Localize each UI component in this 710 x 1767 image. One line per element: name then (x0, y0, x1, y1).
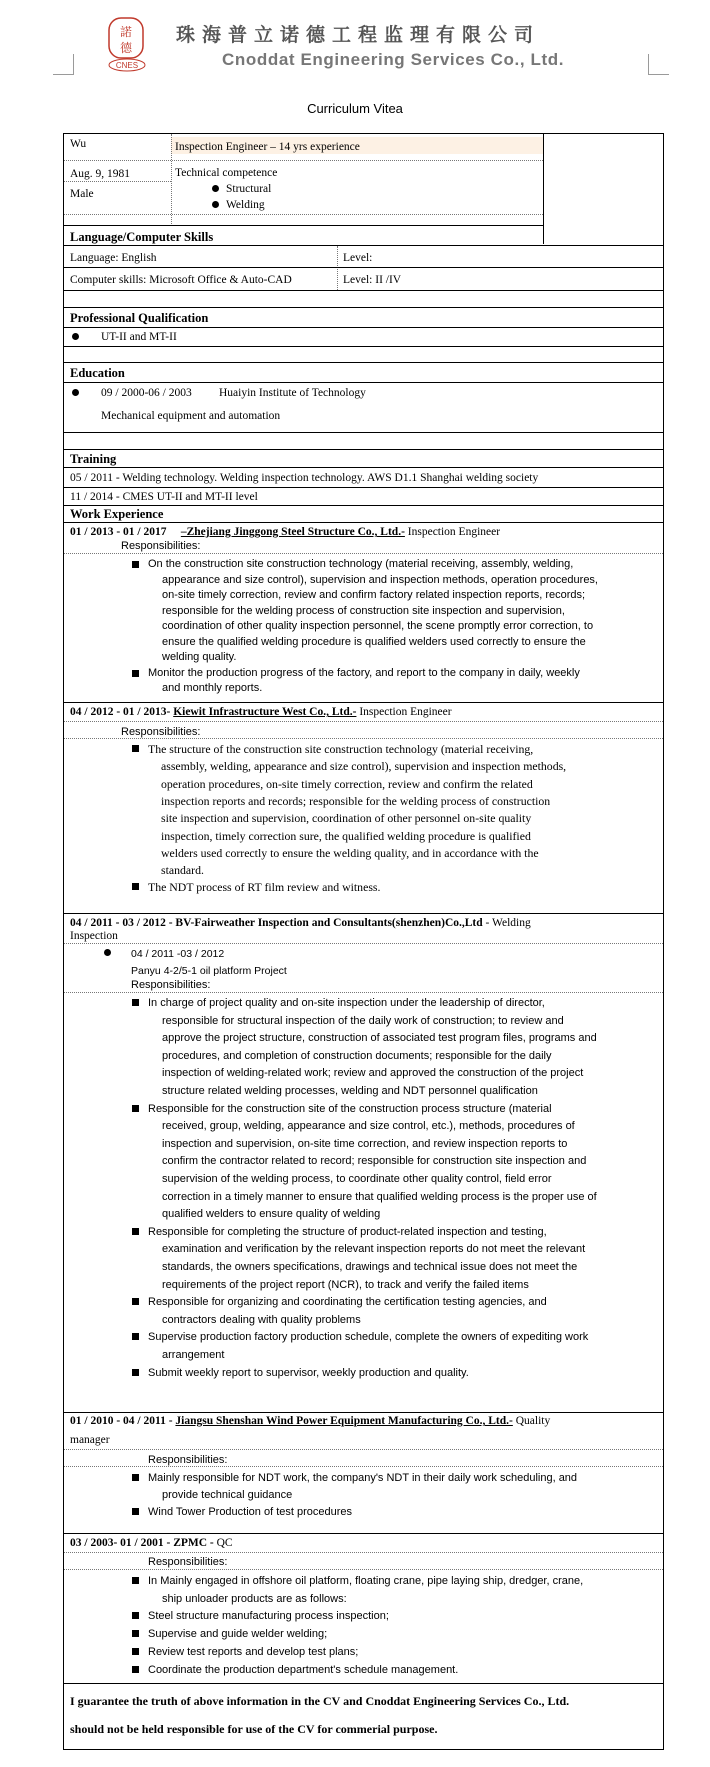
job-period: 03 / 2003- 01 / 2001 - (70, 1537, 171, 1549)
language-level: Level: (343, 252, 373, 264)
responsibilities-label: Responsibilities: (131, 979, 211, 991)
responsibility-line: procedures, and completion of construction documents; responsible for the daily (162, 1049, 552, 1062)
responsibility-line: inspection and supervision, on-site time correction, and review inspection reports to (162, 1137, 568, 1150)
computer-skills: Computer skills: Microsoft Office & Auto-CAD (70, 274, 292, 286)
responsibility-line: arrangement (162, 1349, 225, 1361)
bullet-icon (104, 949, 111, 956)
responsibility-line: In Mainly engaged in offshore oil platform, floating crane, pipe laying ship, dredger, crane, (148, 1575, 584, 1587)
responsibilities-label: Responsibilities: (121, 540, 201, 552)
responsibility-line: on-site timely correction, review and confirm factory related inspection reports, records; (162, 589, 586, 601)
company-name-english: Cnoddat Engineering Services Co., Ltd. (222, 50, 565, 69)
responsibility-line: approve the project structure, construction of associated test program files, programs and (162, 1032, 597, 1045)
square-bullet-icon (132, 1648, 139, 1655)
logo-text: CNES (115, 61, 139, 70)
bullet-icon (72, 389, 79, 396)
responsibility-line: welding quality. (162, 651, 237, 663)
responsibility-line: ensure the qualified welding procedure is qualified welders used correctly to ensure the (162, 635, 586, 648)
competence-item: Welding (226, 199, 265, 211)
square-bullet-icon (132, 1612, 139, 1619)
competence-label: Technical competence (175, 167, 278, 179)
responsibility-line: Wind Tower Production of test procedures (148, 1506, 353, 1518)
bullet-icon (212, 185, 219, 192)
job-header (70, 916, 531, 930)
responsibility-line: Submit weekly report to supervisor, weekly production and quality. (148, 1366, 469, 1379)
responsibility-line: contractors dealing with quality problems (162, 1313, 361, 1326)
responsibility-line: Steel structure manufacturing process inspection; (148, 1610, 389, 1623)
job-period: 04 / 2012 - 01 / 2013- (70, 706, 171, 718)
bullet-icon (212, 201, 219, 208)
job-period: 01 / 2010 - 04 / 2011 - (70, 1415, 173, 1427)
job-period: 01 / 2013 - 01 / 2017 (70, 526, 167, 538)
square-bullet-icon (132, 1666, 139, 1673)
responsibility-line: Mainly responsible for NDT work, the company's NDT in their daily work scheduling, and (148, 1472, 578, 1484)
responsibility-line: responsible for the welding process of construction site inspection and supervision, (162, 604, 565, 617)
corner-mark-right (648, 54, 669, 75)
education-major: Mechanical equipment and automation (101, 410, 281, 422)
competence-item: Structural (226, 183, 272, 195)
education-heading: Education (70, 366, 125, 380)
qualification-heading: Professional Qualification (70, 311, 209, 325)
responsibility-line: Monitor the production progress of the factory, and report to the company in daily, weekly (148, 666, 580, 679)
square-bullet-icon (132, 561, 139, 568)
job-role-continued: Inspection (70, 930, 118, 942)
svg-text:諾: 諾 (119, 25, 133, 39)
responsibilities-label: Responsibilities: (148, 1556, 228, 1568)
job-period: 04 / 2011 - 03 / 2012 - (70, 917, 173, 929)
responsibility-line: responsible for structural inspection of the daily work of construction; to review and (162, 1014, 564, 1027)
sub-period: 04 / 2011 -03 / 2012 (131, 948, 225, 960)
responsibility-line: appearance and size control), supervision and inspection methods, operation procedures, (162, 573, 598, 586)
qualification-item: UT-II and MT-II (101, 331, 177, 343)
responsibility-line: received, group, welding, appearance and size control, etc.), methods, procedures of (162, 1120, 575, 1133)
document-title: Curriculum Vitea (307, 101, 403, 116)
square-bullet-icon (132, 1105, 139, 1112)
responsibility-line: The structure of the construction site construction technology (material receiving, (148, 742, 534, 756)
square-bullet-icon (132, 670, 139, 677)
responsibility-line: Coordinate the production department's schedule management. (148, 1663, 459, 1676)
job-company: Kiewit Infrastructure West Co., Ltd.- (173, 706, 357, 718)
education-period: 09 / 2000-06 / 2003 (101, 387, 192, 399)
job-header (70, 705, 452, 719)
responsibility-line: provide technical guidance (162, 1489, 293, 1501)
letterhead (0, 0, 710, 90)
responsibility-line: confirm the contractor related to record; responsible for construction site inspection and (162, 1155, 587, 1168)
responsibility-line: In charge of project quality and on-site inspection under the leadership of director, (148, 997, 545, 1009)
company-name-chinese: 珠海普立诺德工程监理有限公司 (176, 24, 541, 46)
responsibility-line: standards, the owners specifications, drawings and technical issue does not meet the (162, 1261, 578, 1273)
responsibility-line: Review test reports and develop test plans; (148, 1645, 359, 1658)
responsibility-line: ship unloader products are as follows: (162, 1592, 347, 1605)
responsibility-line: Responsible for the construction site of the construction process structure (material (148, 1102, 552, 1115)
square-bullet-icon (132, 883, 139, 890)
responsibility-line: operation procedures, on-site timely correction, review and confirm the related (161, 776, 533, 791)
language-value: Language: English (70, 252, 157, 264)
responsibility-line: Responsible for completing the structure of product-related inspection and testing, (148, 1225, 547, 1238)
responsibilities-label: Responsibilities: (148, 1454, 228, 1466)
job-company: –Zhejiang Jinggong Steel Structure Co., Ltd.- (180, 526, 405, 538)
gender: Male (70, 188, 94, 200)
square-bullet-icon (132, 1630, 139, 1637)
person-name: Wu (70, 138, 87, 150)
education-school: Huaiyin Institute of Technology (219, 387, 366, 399)
responsibility-line: supervision of the welding process, to coordinate other quality control, field error (162, 1173, 552, 1185)
responsibility-line: examination and verification by the relevant inspection reports do not meet the relevant (162, 1243, 586, 1256)
job-role: Inspection Engineer (407, 526, 501, 538)
job-role: Quality (515, 1415, 551, 1427)
corner-mark-left (53, 54, 74, 75)
training-item: 11 / 2014 - CMES UT-II and MT-II level (70, 491, 258, 503)
responsibility-line: qualified welders to ensure quality of welding (162, 1208, 381, 1221)
responsibility-line: inspection of welding-related work; review and approved the construction of the project (162, 1067, 584, 1080)
bullet-icon (72, 333, 79, 340)
responsibility-line: On the construction site construction technology (material receiving, assembly, welding, (148, 558, 574, 570)
responsibility-line: standard. (161, 863, 204, 878)
sub-project: Panyu 4-2/5-1 oil platform Project (131, 965, 287, 977)
square-bullet-icon (132, 1474, 139, 1481)
square-bullet-icon (132, 745, 139, 752)
job-role: Inspection Engineer (359, 706, 452, 718)
responsibilities-label: Responsibilities: (121, 726, 201, 738)
square-bullet-icon (132, 1369, 139, 1376)
computer-level: Level: II /IV (343, 274, 402, 286)
responsibility-line: requirements of the project report (NCR), to track and verify the failed items (162, 1278, 529, 1291)
responsibility-line: Supervise and guide welder welding; (148, 1628, 328, 1641)
responsibility-line: The NDT process of RT film review and witness. (148, 880, 381, 895)
job-role: QC (216, 1537, 233, 1549)
responsibility-line: Responsible for organizing and coordinating the certification testing agencies, and (148, 1296, 547, 1309)
responsibility-line: correction in a timely manner to ensure that qualified welding process is the proper use of (162, 1190, 597, 1203)
responsibility-line: inspection, timely correction sure, the qualified welding procedure is qualified (161, 828, 531, 843)
responsibility-line: Supervise production factory production schedule, complete the owners of expediting work (148, 1331, 589, 1344)
square-bullet-icon (132, 1333, 139, 1340)
job-role-continued: manager (70, 1434, 110, 1446)
training-heading: Training (70, 452, 117, 466)
job-company: BV-Fairweather Inspection and Consultants(shenzhen)Co.,Ltd (175, 917, 483, 929)
responsibility-line: assembly, welding, appearance and size control), supervision and inspection methods, (161, 759, 567, 774)
training-item: 05 / 2011 - Welding technology. Welding inspection technology. AWS D1.1 Shanghai welding society (70, 472, 539, 484)
guarantee-statement-line2: should not be held responsible for use of the CV for commerial purpose. (70, 1722, 438, 1736)
language-heading: Language/Computer Skills (70, 230, 214, 244)
date-of-birth: Aug. 9, 1981 (70, 168, 131, 180)
responsibility-line: and monthly reports. (162, 682, 263, 694)
responsibility-line: structure related welding processes, welding and NDT personnel qualification (162, 1085, 538, 1097)
company-seal-logo (106, 16, 148, 72)
job-company: ZPMC - (173, 1537, 214, 1549)
square-bullet-icon (132, 1298, 139, 1305)
guarantee-statement-line1: I guarantee the truth of above information in the CV and Cnoddat Engineering Services Co., Ltd. (70, 1694, 570, 1708)
responsibility-line: site inspection and supervision, coordination of other personnel on-site quality (161, 811, 532, 826)
square-bullet-icon (132, 999, 139, 1006)
responsibility-line: welders used correctly to ensure the welding quality, and in accordance with the (161, 845, 539, 860)
responsibility-line: inspection reports and records; responsible for the welding process of construction (161, 793, 551, 808)
square-bullet-icon (132, 1228, 139, 1235)
headline: Inspection Engineer – 14 yrs experience (175, 141, 360, 153)
responsibility-line: coordination of other quality inspection personnel, the scene promptly error correction, to (162, 620, 594, 632)
job-company: Jiangsu Shenshan Wind Power Equipment Manufacturing Co., Ltd.- (175, 1415, 513, 1427)
job-header (70, 1536, 233, 1550)
svg-text:德: 德 (119, 41, 133, 55)
work-heading: Work Experience (70, 507, 164, 521)
square-bullet-icon (132, 1508, 139, 1515)
square-bullet-icon (132, 1577, 139, 1584)
job-header (70, 1414, 550, 1428)
job-role: - Welding (485, 917, 531, 929)
